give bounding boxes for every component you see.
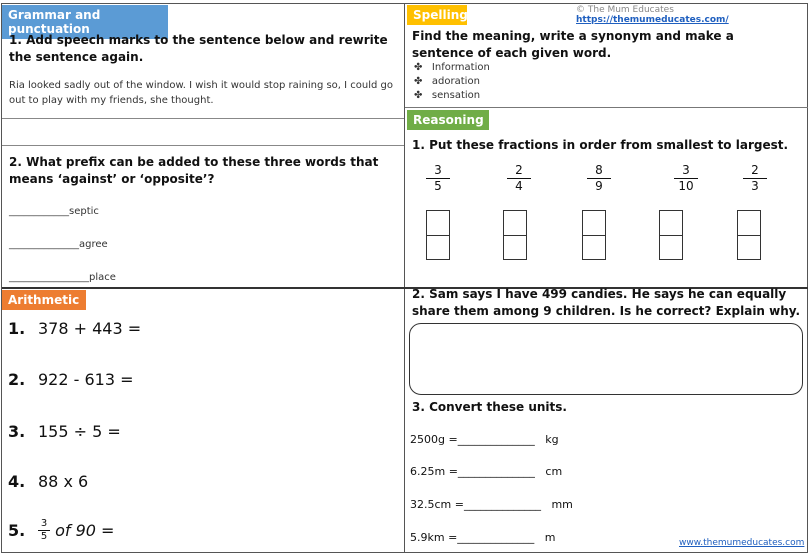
answer-box[interactable] <box>409 323 803 395</box>
fraction-answer-box-2[interactable] <box>503 210 527 260</box>
arithmetic-header: Arithmetic <box>2 290 86 310</box>
conversion-3[interactable]: 32.5cm =______________ mm <box>410 498 573 511</box>
arithmetic-item-1: 1. 378 + 443 = <box>8 319 142 338</box>
divider <box>2 118 404 119</box>
list-item: ✤ Information <box>414 62 490 73</box>
grammar-sentence: Ria looked sadly out of the window. I wish it would stop raining so, I could go out to play with my friends, she thought. <box>9 80 394 106</box>
site-link[interactable]: https://themumeducates.com/ <box>576 15 729 25</box>
divider <box>2 145 404 146</box>
divider <box>405 107 808 108</box>
list-item: ✤ sensation <box>414 90 481 101</box>
fraction-answer-box-4[interactable] <box>659 210 683 260</box>
word: agree <box>79 239 108 250</box>
prefix-blank-2[interactable]: ______________agree <box>9 239 108 250</box>
conversion-1[interactable]: 2500g =______________ kg <box>410 433 559 446</box>
reasoning-header: Reasoning <box>407 110 489 130</box>
spelling-instruction: Find the meaning, write a synonym and make a sentence of each given word. <box>412 29 734 60</box>
word: place <box>89 272 116 283</box>
reasoning-q2: 2. Sam says I have 499 candies. He says he can equally share them among 9 children. Is he correct? Explain why. <box>412 287 801 318</box>
reasoning-q3: 3. Convert these units. <box>412 400 567 414</box>
list-item: ✤ adoration <box>414 76 480 87</box>
grammar-header: Grammar and punctuation <box>2 5 168 39</box>
fraction-answer-box-5[interactable] <box>737 210 761 260</box>
fraction-4: $\frac{3}{10}$ <box>674 163 698 194</box>
prefix-blank-1[interactable]: ____________septic <box>9 206 99 217</box>
fraction-2: $\frac{2}{4}$ <box>507 163 531 194</box>
spelling-header: Spelling <box>407 5 467 25</box>
grammar-q2: 2. What prefix can be added to these three words that means ‘against’ or ‘opposite’? <box>9 155 379 186</box>
word: septic <box>69 206 99 217</box>
column-divider <box>404 3 405 553</box>
arithmetic-item-4: 4. 88 x 6 <box>8 472 89 491</box>
arithmetic-item-2: 2. 922 - 613 = <box>8 370 134 389</box>
credit: © The Mum Educates https://themumeducates.com/ <box>576 5 729 25</box>
spelling-words <box>414 61 490 103</box>
fraction-1: $\frac{3}{5}$ <box>426 163 450 194</box>
fraction-5: $\frac{2}{3}$ <box>743 163 767 194</box>
fraction-answer-box-1[interactable] <box>426 210 450 260</box>
fraction-3: $\frac{8}{9}$ <box>587 163 611 194</box>
arithmetic-item-3: 3. 155 ÷ 5 = <box>8 422 121 441</box>
arithmetic-item-5: 5. $\frac{3}{5}$ of 90 = <box>8 518 115 542</box>
reasoning-q1: 1. Put these fractions in order from smallest to largest. <box>412 138 789 152</box>
conversion-2[interactable]: 6.25m =______________ cm <box>410 465 563 478</box>
grammar-q1: 1. Add speech marks to the sentence below and rewrite the sentence again. <box>9 33 388 64</box>
fraction-answer-box-3[interactable] <box>582 210 606 260</box>
footer-link[interactable]: www.themumeducates.com <box>679 538 805 548</box>
prefix-blank-3[interactable]: ________________place <box>9 272 116 283</box>
conversion-4[interactable]: 5.9km =______________ m <box>410 531 556 544</box>
